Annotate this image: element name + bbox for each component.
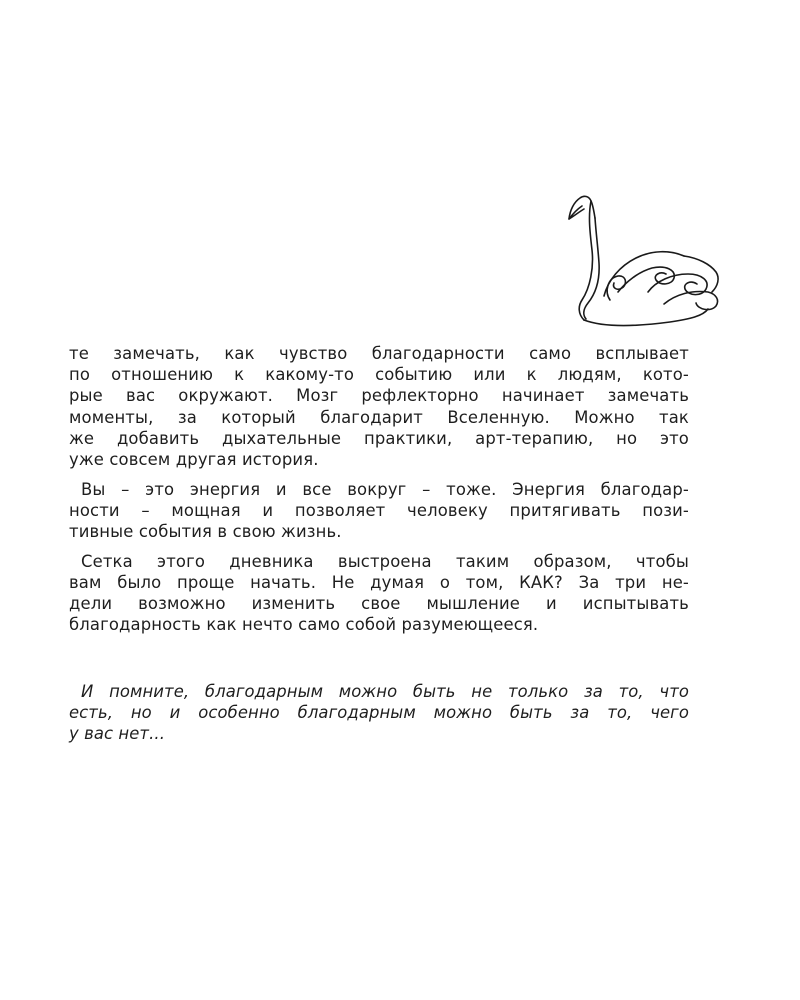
text-line: Сетка этого дневника выстроена таким образом, чтобы bbox=[81, 551, 689, 571]
body-text bbox=[69, 343, 689, 636]
text-line: дели возможно изменить свое мышление и испытывать bbox=[69, 594, 689, 614]
closing-quote bbox=[69, 681, 689, 745]
text-line: рые вас окружают. Мозг рефлекторно начинает замечать bbox=[69, 386, 689, 406]
text-line: благодарность как нечто само собой разумеющееся. bbox=[69, 615, 539, 635]
quote-line: И помните, благодарным можно быть не только за то, что bbox=[81, 682, 689, 701]
text-line: Вы – это энергия и все вокруг – тоже. Энергия благодар- bbox=[81, 479, 689, 499]
quote-line: у вас нет... bbox=[69, 724, 166, 744]
quote-line: есть, но и особенно благодарным можно быть за то, чего bbox=[69, 703, 689, 723]
text-line: же добавить дыхательные практики, арт-терапию, но это bbox=[69, 428, 689, 448]
text-line: по отношению к какому-то событию или к людям, кото- bbox=[69, 365, 689, 385]
swan-wing-curl-1 bbox=[607, 276, 625, 300]
text-line: уже совсем другая история. bbox=[69, 450, 319, 470]
paragraph-3 bbox=[69, 551, 689, 636]
swan-neck-back bbox=[579, 201, 592, 320]
text-line: моменты, за который благодарит Вселенную. Можно так bbox=[69, 407, 689, 427]
paragraph-2 bbox=[69, 479, 689, 543]
text-line: тивные события в свою жизнь. bbox=[69, 522, 342, 542]
swan-body-bottom bbox=[584, 309, 708, 326]
swan-illustration bbox=[560, 188, 722, 328]
text-line: ности – мощная и позволяет человеку притягивать пози- bbox=[69, 500, 689, 520]
swan-wing-curl-2 bbox=[618, 267, 674, 292]
text-line: вам было проще начать. Не думая о том, КАК? За три не- bbox=[69, 573, 689, 593]
text-line: те замечать, как чувство благодарности само всплывает bbox=[69, 344, 689, 363]
paragraph-1 bbox=[69, 343, 689, 470]
